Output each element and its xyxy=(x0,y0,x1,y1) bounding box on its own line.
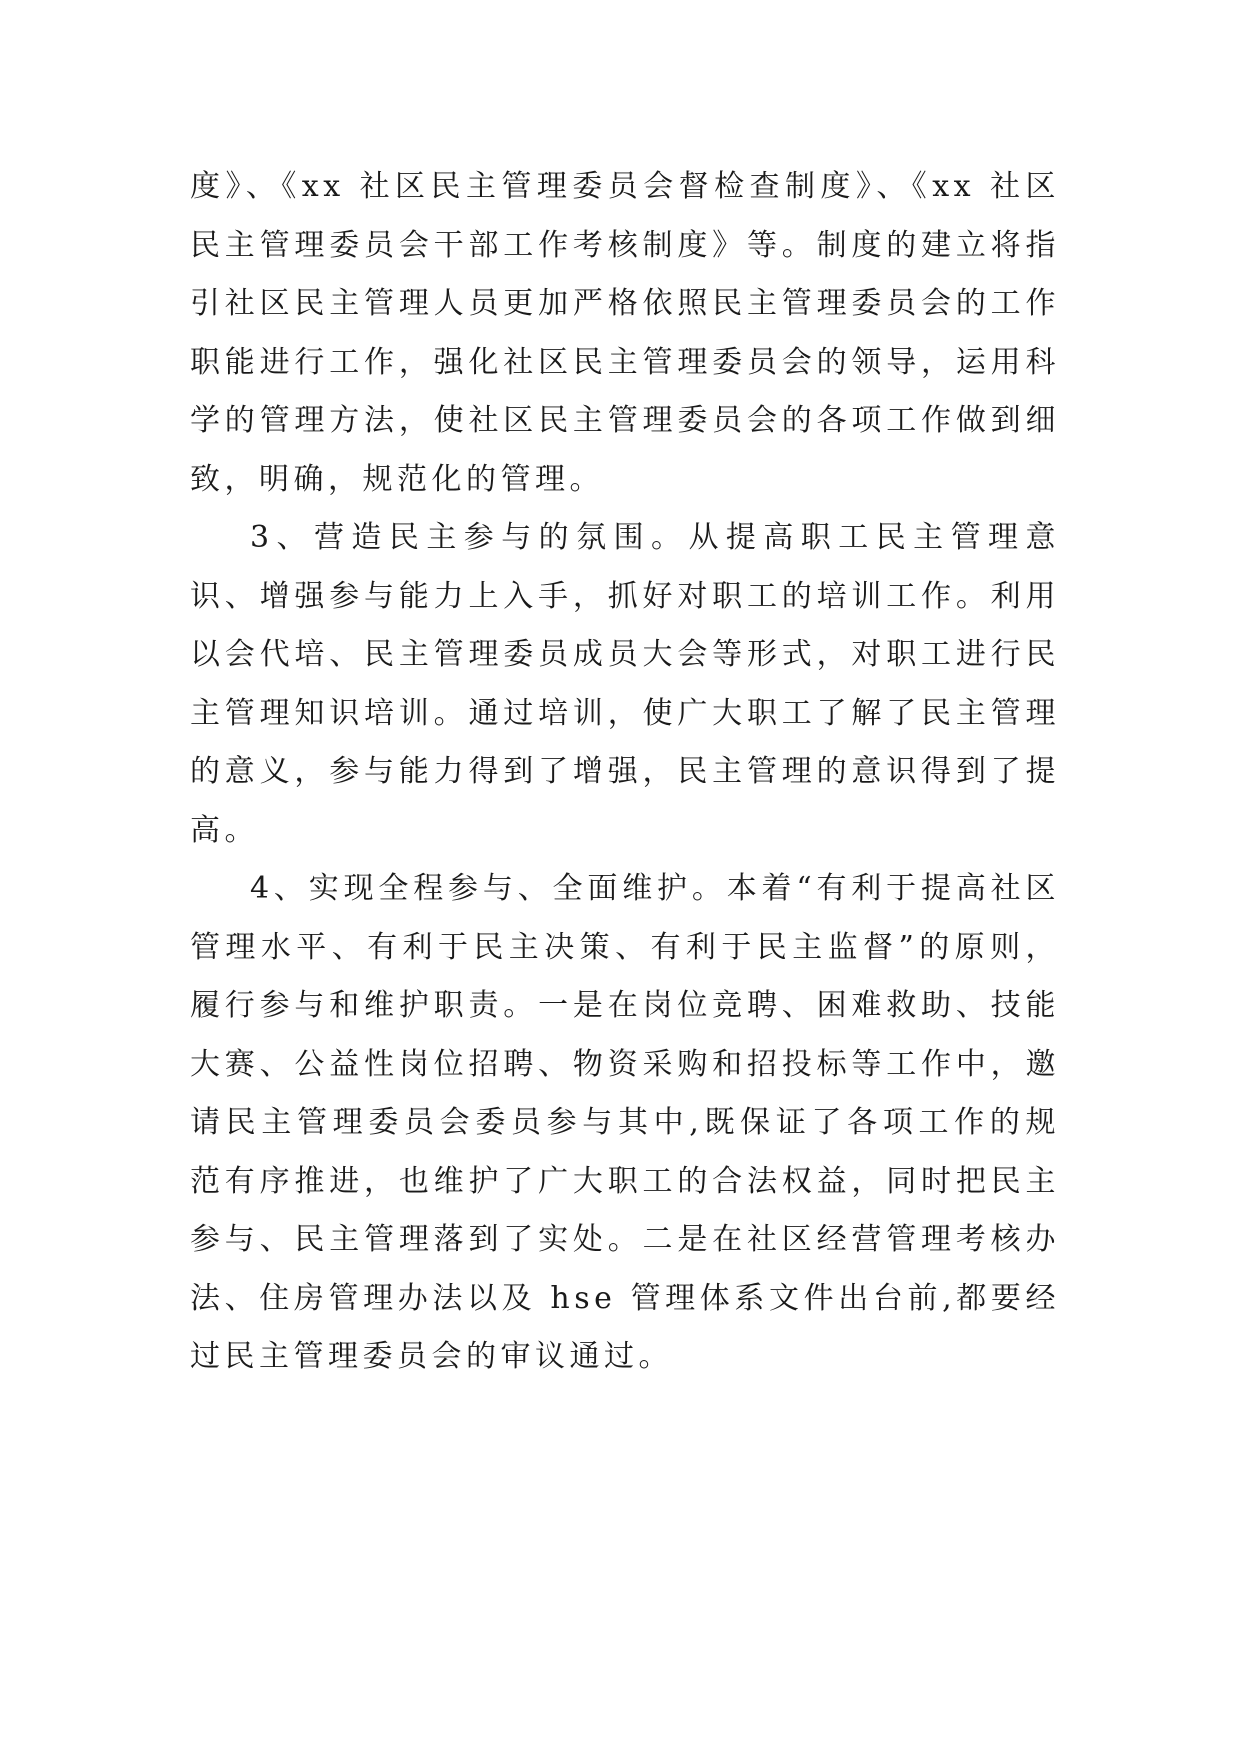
paragraph-full-participation: 4、实现全程参与、全面维护。本着“有利于提高社区管理水平、有利于民主决策、有利于民主监督”的原则，履行参与和维护职责。一是在岗位竞聘、困难救助、技能大赛、公益性岗位招聘、物资采购和招投标等工作中，邀请民主管理委员会委员参与其中,既保证了各项工作的规范有序推进，也维护了广大职工的合法权益，同时把民主参与、民主管理落到了实处。二是在社区经营管理考核办法、住房管理办法以及 hse 管理体系文件出台前,都要经过民主管理委员会的审议通过。 xyxy=(190,871,1060,1374)
paragraph-participation-atmosphere: 3、营造民主参与的氛围。从提高职工民主管理意识、增强参与能力上入手，抓好对职工的培训工作。利用以会代培、民主管理委员成员大会等形式，对职工进行民主管理知识培训。通过培训，使广大职工了解了民主管理的意义，参与能力得到了增强，民主管理的意识得到了提高。 xyxy=(190,520,1060,848)
document-body xyxy=(190,158,1060,1387)
paragraph-institution-building: 度》、《xx 社区民主管理委员会督检查制度》、《xx 社区民主管理委员会干部工作考核制度》等。制度的建立将指引社区民主管理人员更加严格依照民主管理委员会的工作职能进行工作，强化社区民主管理委员会的领导，运用科学的管理方法，使社区民主管理委员会的各项工作做到细致，明确，规范化的管理。 xyxy=(190,169,1060,497)
